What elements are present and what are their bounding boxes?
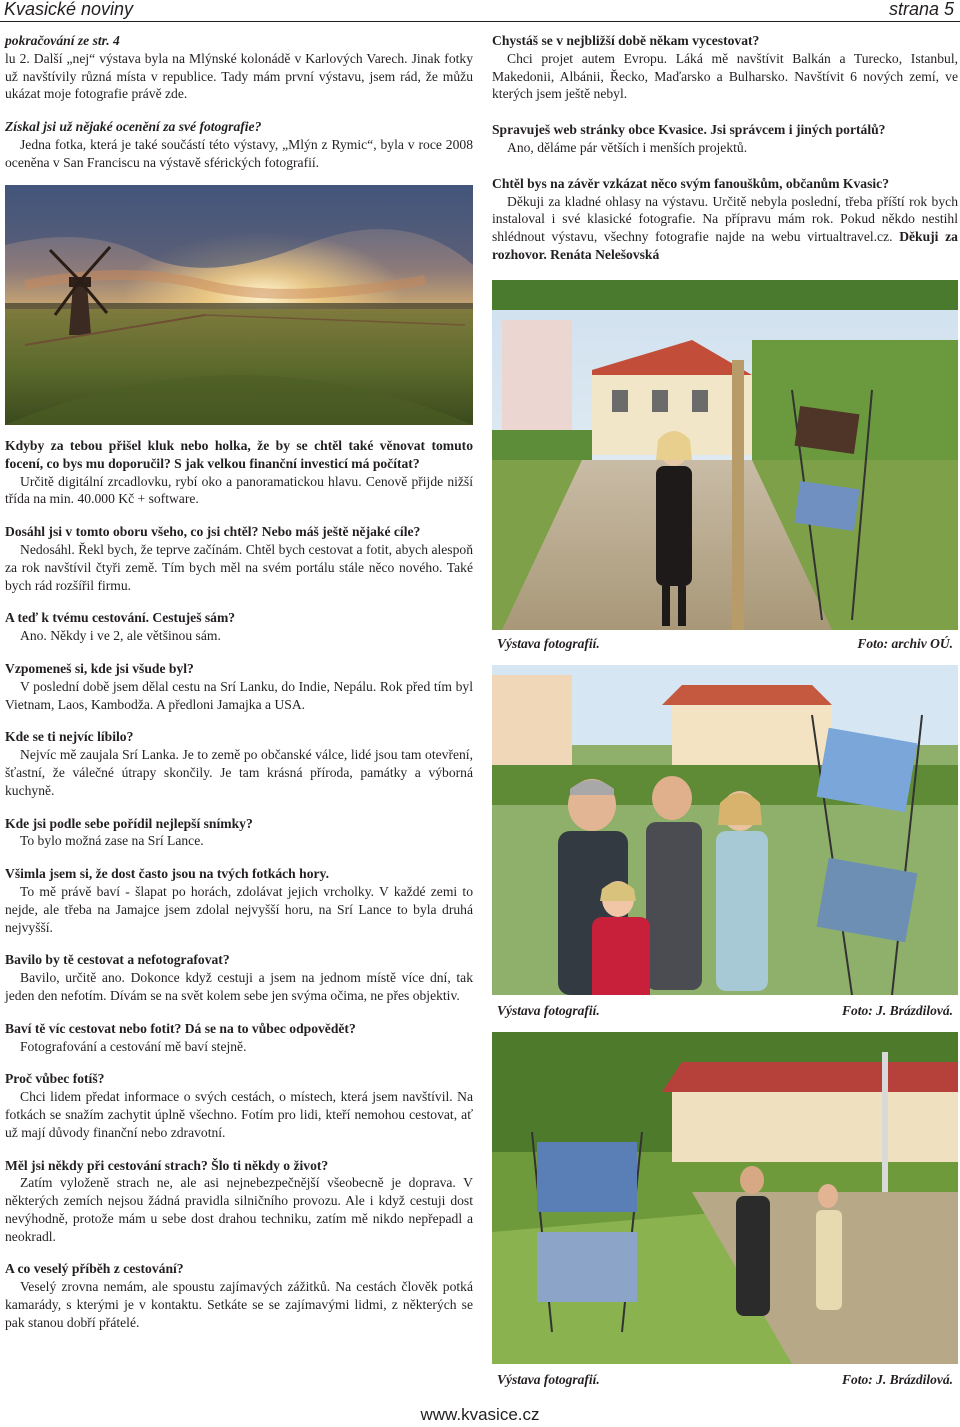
- caption-title: Výstava fotografií.: [497, 636, 600, 651]
- answer: Chci lidem předat informace o svých cestách, o místech, která jsem navštívil. Na fotkách se snažím zachytit úplně všechno. Fotím pro lidi, kteří nemohou cestovat, ať už mají důvody finanční nebo zdravotní.: [5, 1089, 473, 1140]
- answer: Ano, děláme pár větších i menších projektů.: [507, 139, 748, 155]
- continuation-block: [5, 32, 473, 103]
- exhibition-image-2: [492, 665, 958, 995]
- qa-travel-no-photo: [5, 951, 473, 1004]
- continuation-note: pokračování ze str. 4: [5, 33, 120, 48]
- question: Dosáhl jsi v tomto oboru všeho, co jsi chtěl? Nebo máš ještě nějaké cíle?: [5, 524, 421, 540]
- answer-text: Děkuji za kladné ohlasy na výstavu. Určitě nebyla poslední, třeba příští rok bych instaloval i své klasické fotografie. Na přípravu mám rok. Pokud někdo nestihl shlédnout výstavu, všechny fotografie najde na webu virtualtravel.cz.: [492, 193, 958, 245]
- qa-advice: [5, 437, 473, 508]
- caption-2: [492, 1003, 958, 1023]
- question: Kde se ti nejvíc líbilo?: [5, 729, 134, 745]
- exhibition-photo-square: [492, 1032, 958, 1364]
- windmill-panorama-photo: [5, 185, 473, 425]
- caption-credit: Foto: J. Brázdilová.: [841, 1372, 953, 1387]
- footer-url: www.kvasice.cz: [420, 1405, 540, 1424]
- continuation-text: lu 2. Další „nej“ výstava byla na Mlýnské kolonádě v Karlových Varech. Jinak fotky už navštívily různá místa v republice. Tady mám první výstavu, jsem rád, že můžu ukázat moje fotografie právě zde.: [5, 50, 473, 102]
- qa-funny-story: [5, 1260, 473, 1331]
- question: Chtěl bys na závěr vzkázat něco svým fanouškům, občanům Kvasic?: [492, 175, 889, 191]
- answer: To bylo možná zase na Srí Lance.: [20, 833, 204, 849]
- caption-title: Výstava fotografií.: [497, 1372, 600, 1387]
- qa-favourite: [5, 728, 473, 799]
- question: Spravuješ web stránky obce Kvasice. Jsi správcem i jiných portálů?: [492, 122, 886, 138]
- author: Renáta Nelešovská: [550, 246, 660, 262]
- qa-goals: [5, 523, 473, 594]
- caption-credit: Foto: J. Brázdilová.: [841, 1003, 953, 1018]
- publication-title: Kvasické noviny: [4, 0, 134, 19]
- exhibition-image-3: [492, 1032, 958, 1364]
- qa-travel-or-photo: [5, 1020, 473, 1056]
- question: A co veselý příběh z cestování?: [5, 1261, 184, 1277]
- question: Chystáš se v nejbližší době někam vycestovat?: [492, 33, 760, 48]
- caption-credit: Foto: archiv OÚ.: [857, 636, 953, 651]
- answer: Fotografování a cestování mě baví stejně.: [20, 1038, 247, 1054]
- answer: Nejvíc mě zaujala Srí Lanka. Je to země po občanské válce, lidé jsou tam otevření, šťastní, že válečné útrapy skončily. Je tam krásná příroda, památky a výborná kuchyně.: [5, 747, 473, 798]
- right-column-top: [492, 32, 958, 279]
- page-header: [0, 0, 960, 24]
- answer: V poslední době jsem dělal cestu na Srí Lanku, do Indie, Nepálu. Rok před tím byl Vietnam, Laos, Kambodža. A předloni Jamajka a USA.: [5, 678, 473, 712]
- exhibition-photo-woman: [492, 280, 958, 630]
- answer: Zatím vyloženě strach ne, ale asi nejnebezpečnější všeobecně je doprava. V některých zemích nejsou žádná pravidla silničního provozu. Ale i když cestuji dost nevýhodně, protože mám u sebe dost drahou techniku, zatím mě nikdo nepřepadl a neokradl.: [5, 1175, 473, 1244]
- windmill-panorama-image: [5, 185, 473, 425]
- exhibition-image-1: [492, 280, 958, 630]
- page-number: strana 5: [888, 0, 954, 19]
- thanks: Děkuji za rozhovor.: [492, 229, 958, 262]
- question: Proč vůbec fotíš?: [5, 1071, 105, 1087]
- caption-title: Výstava fotografií.: [497, 1003, 600, 1018]
- answer: Ano. Někdy i ve 2, ale většinou sám.: [20, 628, 221, 644]
- answer: Jedna fotka, která je také součástí této výstavy, „Mlýn z Rymic“, byla v roce 2008 oceněna v San Franciscu na výstavě sférických fotografií.: [5, 136, 473, 170]
- exhibition-photo-group: [492, 665, 958, 995]
- qa-best-shots: [5, 815, 473, 851]
- qa-award: [5, 118, 473, 171]
- answer: Veselý zrovna nemám, ale spoustu zajímavých zážitků. Na cestách člověk potká kamarády, s kterými je v kontaktu. Setkáte se se zajímavými lidmi, z některých se pak stanou dobří přátelé.: [5, 1279, 473, 1330]
- answer: [492, 193, 958, 264]
- qa-travel-plans: [492, 32, 958, 103]
- qa-why: [5, 1070, 473, 1141]
- qa-where: [5, 660, 473, 713]
- question: Baví tě víc cestovat nebo fotit? Dá se na to vůbec odpovědět?: [5, 1020, 356, 1036]
- answer: Bavilo, určitě ano. Dokonce když cestuji a jsem na jednom místě více dní, tak jeden den nefotím. Dívám se na svět kolem sebe jen svýma očima, ne přes objektiv.: [5, 970, 473, 1003]
- caption-1: [492, 636, 958, 656]
- qa-message: [492, 175, 958, 264]
- answer: To mě právě baví - šlapat po horách, zdolávat jejich vrcholky. V každé zemi to nejde, ale třeba na Jamajce jsem zdolal nejvyšší horu, na Srí Lance to byla druhá nejvyšší.: [5, 883, 473, 935]
- question: Vzpomeneš si, kde jsi všude byl?: [5, 660, 194, 676]
- question: Kde jsi podle sebe pořídil nejlepší snímky?: [5, 815, 253, 831]
- question: Všimla jsem si, že dost často jsou na tvých fotkách hory.: [5, 866, 329, 882]
- qa-web: [492, 121, 958, 157]
- qa-alone: [5, 609, 473, 645]
- interview-left: [5, 437, 473, 1347]
- question: Měl jsi někdy při cestování strach? Šlo ti někdy o život?: [5, 1157, 329, 1173]
- answer: Chci projet autem Evropu. Láká mě navštívit Balkán a Turecko, Istanbul, Makedonii, Albánii, Řecko, Maďarsko a Bulharsko. Navštívit 6 nových zemí, ve kterých jsem ještě nebyl.: [492, 50, 958, 102]
- header-rule: [0, 21, 960, 22]
- answer: Určitě digitální zrcadlovku, rybí oko a panoramatickou hlavu. Cenově přijde nižší třída na min. 40.000 Kč + software.: [5, 473, 473, 507]
- left-column-top: [5, 32, 473, 187]
- question: Kdyby za tebou přišel kluk nebo holka, že by se chtěl také věnovat tomuto focení, co bys mu doporučil? S jak velkou finanční investicí má počítat?: [5, 438, 473, 471]
- answer: Nedosáhl. Řekl bych, že teprve začínám. Chtěl bych cestovat a fotit, abych alespoň za rok navštívil čtyři země. Tím bych měl na svém portálu stále něco nového. Také bych rád rozšířil firmu.: [5, 541, 473, 593]
- caption-3: [492, 1372, 958, 1392]
- question: Získal jsi už nějaké ocenění za své fotografie?: [5, 119, 262, 135]
- qa-mountains: [5, 865, 473, 936]
- question: A teď k tvému cestování. Cestuješ sám?: [5, 610, 236, 626]
- question: Bavilo by tě cestovat a nefotografovat?: [5, 952, 230, 968]
- qa-fear: [5, 1157, 473, 1246]
